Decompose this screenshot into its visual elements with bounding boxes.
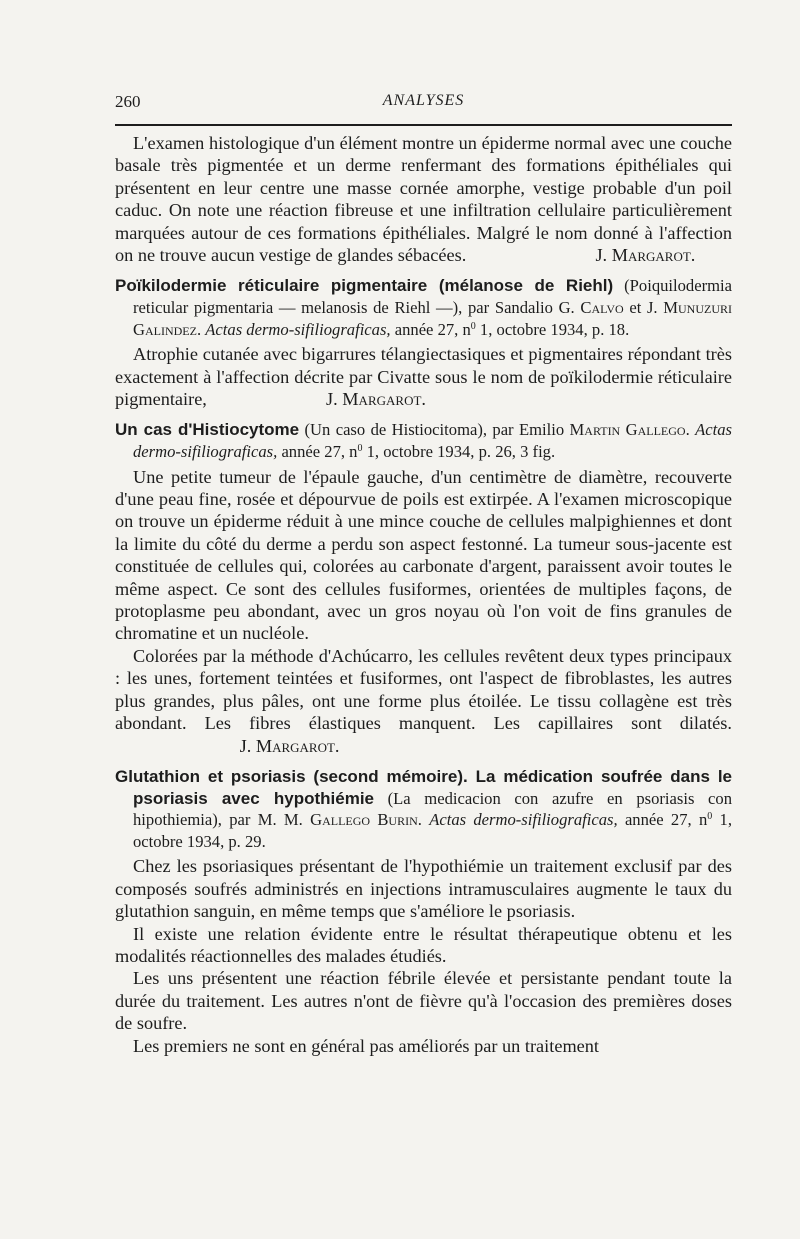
page-number: 260	[115, 92, 141, 111]
article-title: Un cas d'Histiocytome	[115, 420, 300, 440]
reference-text: année 27, n	[394, 319, 471, 339]
author-name: Martin Gallego.	[569, 420, 690, 440]
paragraph: Chez les psoriasiques présentant de l'hypothiémie un traitement exclusif par des composés soufrés administrés en injections intramusculaires augmente le taux du glutathion sanguin, en même temps que s'améliore le psoriasis.	[115, 856, 732, 922]
paragraph-text: L'examen histologique d'un élément montre un épiderme normal avec une couche basale très pigmentée et un derme renfermant des formations épithéliales qui présentent en leur centre une masse cornée amorphe, vestige probable d'un poil caduc. On note une réaction fibreuse et une infiltration cellulaire particulièrement marquées autour de ces formations épithéliales. Malgré le nom donné à l'affection on ne trouve aucun vestige de glandes sébacées.	[115, 133, 732, 266]
paragraph-text: Colorées par la méthode d'Achúcarro, les cellules revêtent deux types principaux : les unes, fortement teintées et fusiformes, ont l'aspect de fibroblastes, les autres plus grandes, plus pâles, ont une forme plus étoilée. Le tissu collagène est très abondant. Les fibres élastiques manquent. Les capillaires sont dilatés.	[115, 645, 732, 734]
article-title: Glutathion et psoriasis (second mémoire). La médication soufrée dans le psoriasis avec hypothiémie	[115, 766, 732, 808]
running-title: ANALYSES	[382, 92, 465, 109]
superscript: 0	[707, 811, 713, 823]
author-name: Gallego Burin.	[310, 810, 422, 830]
paragraph	[115, 343, 732, 410]
page-content	[115, 132, 732, 1057]
paragraph-text: Atrophie cutanée avec bigarrures télangiectasiques et pigmentaires répondant très exactement à l'affection décrite par Civatte sous le nom de poïkilodermie réticulaire pigmentaire,	[115, 344, 732, 410]
paragraph: Il existe une relation évidente entre le résultat thérapeutique obtenu et les modalités réactionnelles des malades étudiés.	[115, 923, 732, 966]
reference-text: (Un caso de Histiocitoma), par Emilio	[304, 420, 565, 440]
signature: J. Margarot.	[326, 389, 426, 410]
paragraph: Une petite tumeur de l'épaule gauche, d'un centimètre de diamètre, recouverte d'une peau fine, rosée et dépourvue de poils est extirpée. A l'examen microscopique on trouve un épiderme réduit à une mince couche de cellules malpighiennes et dont la limite du côté du derme a perdu son aspect festonné. La tumeur sous-jacente est constituée de cellules qui, colorées au carbonate d'argent, paraissent avoir toutes le même aspect. Ce sont des cellules fusiformes, orientées de multiples façons, de protoplasme peu abondant, avec un gros noyau où l'on voit de fins granules de chromatine et un nucléole.	[115, 466, 732, 644]
reference-text: 1, octobre 1934, p. 26, 3 fig.	[366, 442, 556, 462]
superscript: 0	[470, 320, 476, 332]
reference-text: et J.	[629, 298, 658, 318]
entry-heading	[115, 766, 732, 852]
reference-text: 1, octobre 1934, p. 29.	[133, 810, 732, 851]
paragraph: Les premiers ne sont en général pas améliorés par un traitement	[133, 1035, 599, 1056]
reference-text: (Poiquilodermia reticular pigmentaria — melanosis de Riehl —), par Sandalio G.	[133, 276, 732, 318]
author-name: Calvo	[580, 298, 624, 318]
signature: J. Margarot.	[595, 245, 696, 266]
reference-text: (La medicacion con azufre en psoriasis con hipothiemia), par M. M.	[133, 788, 733, 830]
journal-title: Actas dermo-sifiliograficas,	[429, 810, 618, 830]
author-name: Munuzuri Galindez.	[133, 298, 733, 339]
journal-title: Actas dermo-sifiliograficas,	[133, 420, 732, 462]
reference-text: année 27, n	[624, 810, 708, 830]
paragraph	[115, 645, 732, 757]
signature: J. Margarot.	[239, 735, 340, 756]
journal-title: Actas dermo-sifiliograficas,	[205, 319, 391, 339]
paragraph	[115, 132, 732, 266]
reference-text: 1, octobre 1934, p. 18.	[479, 319, 630, 339]
reference-text: année 27, n	[281, 442, 358, 462]
header-rule	[115, 124, 732, 126]
entry-heading	[115, 275, 732, 340]
superscript: 0	[357, 443, 363, 455]
entry-heading	[115, 419, 732, 462]
paragraph: Les uns présentent une réaction fébrile élevée et persistante pendant toute la durée du traitement. Les autres n'ont de fièvre qu'à l'occasion des premières doses de soufre.	[115, 968, 732, 1034]
article-title: Poïkilodermie réticulaire pigmentaire (mélanose de Riehl)	[115, 276, 614, 296]
page-header	[115, 92, 732, 116]
